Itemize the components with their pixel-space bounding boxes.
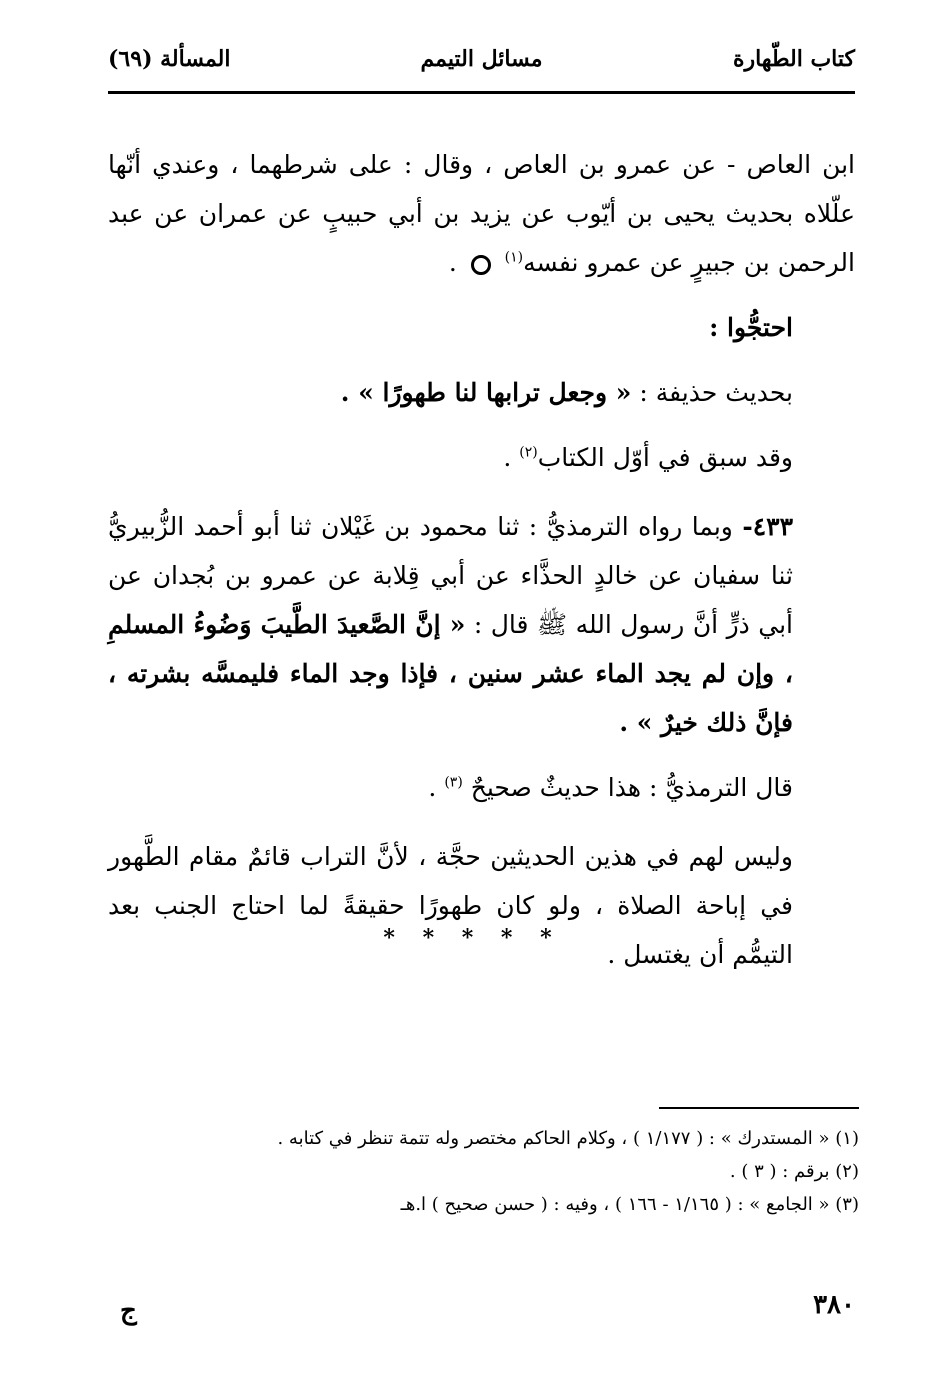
reference-end: .	[503, 443, 512, 472]
issue-label: المسألة (٦٩)	[108, 46, 231, 72]
hadith-isnad: وبما رواه الترمذيُّ : ثنا محمود بن غَيْلان ثنا أبو أحمد الزُّبيريُّ ثنا سفيان عن خالدٍ الحذَّاء عن أبي قِلابة عن عمرو بن بُجدان عن أبي ذرٍّ أنَّ رسول الله ﷺ قال :	[108, 512, 793, 639]
main-text	[108, 140, 855, 979]
section-separator: * * * * *	[383, 925, 562, 951]
grading-text: قال الترمذيُّ : هذا حديثٌ صحيحٌ	[470, 773, 793, 802]
footnote-2: (٢) برقم : ( ٣ ) .	[729, 1161, 859, 1182]
book-title: كتاب الطّهارة	[732, 46, 855, 72]
hadith-number: ٤٣٣-	[742, 512, 794, 541]
hadith-quote: « وجعل ترابها لنا طهورًا » .	[340, 378, 632, 407]
hadith-matn: « إنَّ الصَّعيدَ الطَّيبَ وَضُوءُ المسلمِ ، وإن لم يجد الماء عشر سنين ، فإذا وجد الماء فليمسَّه بشرته ، فإنَّ ذلك خيرٌ » .	[108, 610, 793, 737]
back-reference	[108, 433, 855, 482]
page-number: ٣٨٠	[813, 1290, 855, 1320]
hadith-hudhayfa	[108, 368, 855, 417]
footnote-rule	[659, 1107, 859, 1109]
paragraph-end: .	[448, 248, 457, 277]
signature-mark: ج	[120, 1296, 137, 1326]
footnote-1: (١) « المستدرك » : ( ١/١٧٧ ) ، وكلام الحاكم مختصر وله تتمة تنظر في كتابه .	[277, 1128, 859, 1149]
footnote-ref-2: (٢)	[519, 444, 538, 461]
footnote-ref-1: (١)	[504, 249, 524, 266]
argument-heading: احتجُّوا :	[709, 313, 793, 342]
running-header	[108, 46, 855, 82]
hadith-intro: بحديث حذيفة :	[639, 378, 793, 407]
rebuttal-paragraph: وليس لهم في هذين الحديثين حجَّة ، لأنَّ التراب قائمٌ مقام الطَّهور في إباحة الصلاة ، ولو كان طهورًا حقيقةً لما احتاج الجنب بعد التيمُّم أن يغتسل .	[108, 842, 793, 969]
footnote-ref-3: (٣)	[444, 774, 463, 791]
paragraph-text: ابن العاص - عن عمرو بن العاص ، وقال : على شرطهما ، وعندي أنّها علّلاه بحديث يحيى بن أيّوب عن يزيد بن أبي حبيبٍ عن عمران عن عبد الرحمن بن جبيرٍ عن عمرو نفسه	[108, 150, 855, 277]
header-rule	[108, 91, 855, 94]
grading-end: .	[428, 773, 437, 802]
hadith-433	[108, 502, 855, 747]
chapter-title: مسائل التيمم	[420, 46, 543, 72]
reference-text: وقد سبق في أوّل الكتاب	[537, 443, 793, 472]
footnote-3: (٣) « الجامع » : ( ١/١٦٥ - ١٦٦ ) ، وفيه : ( حسن صحيح ) ا.هـ	[400, 1194, 859, 1215]
tirmidhi-grading	[108, 763, 855, 812]
paragraph-continuation	[108, 140, 855, 287]
circle-icon	[471, 255, 491, 275]
footnotes	[108, 1122, 859, 1221]
